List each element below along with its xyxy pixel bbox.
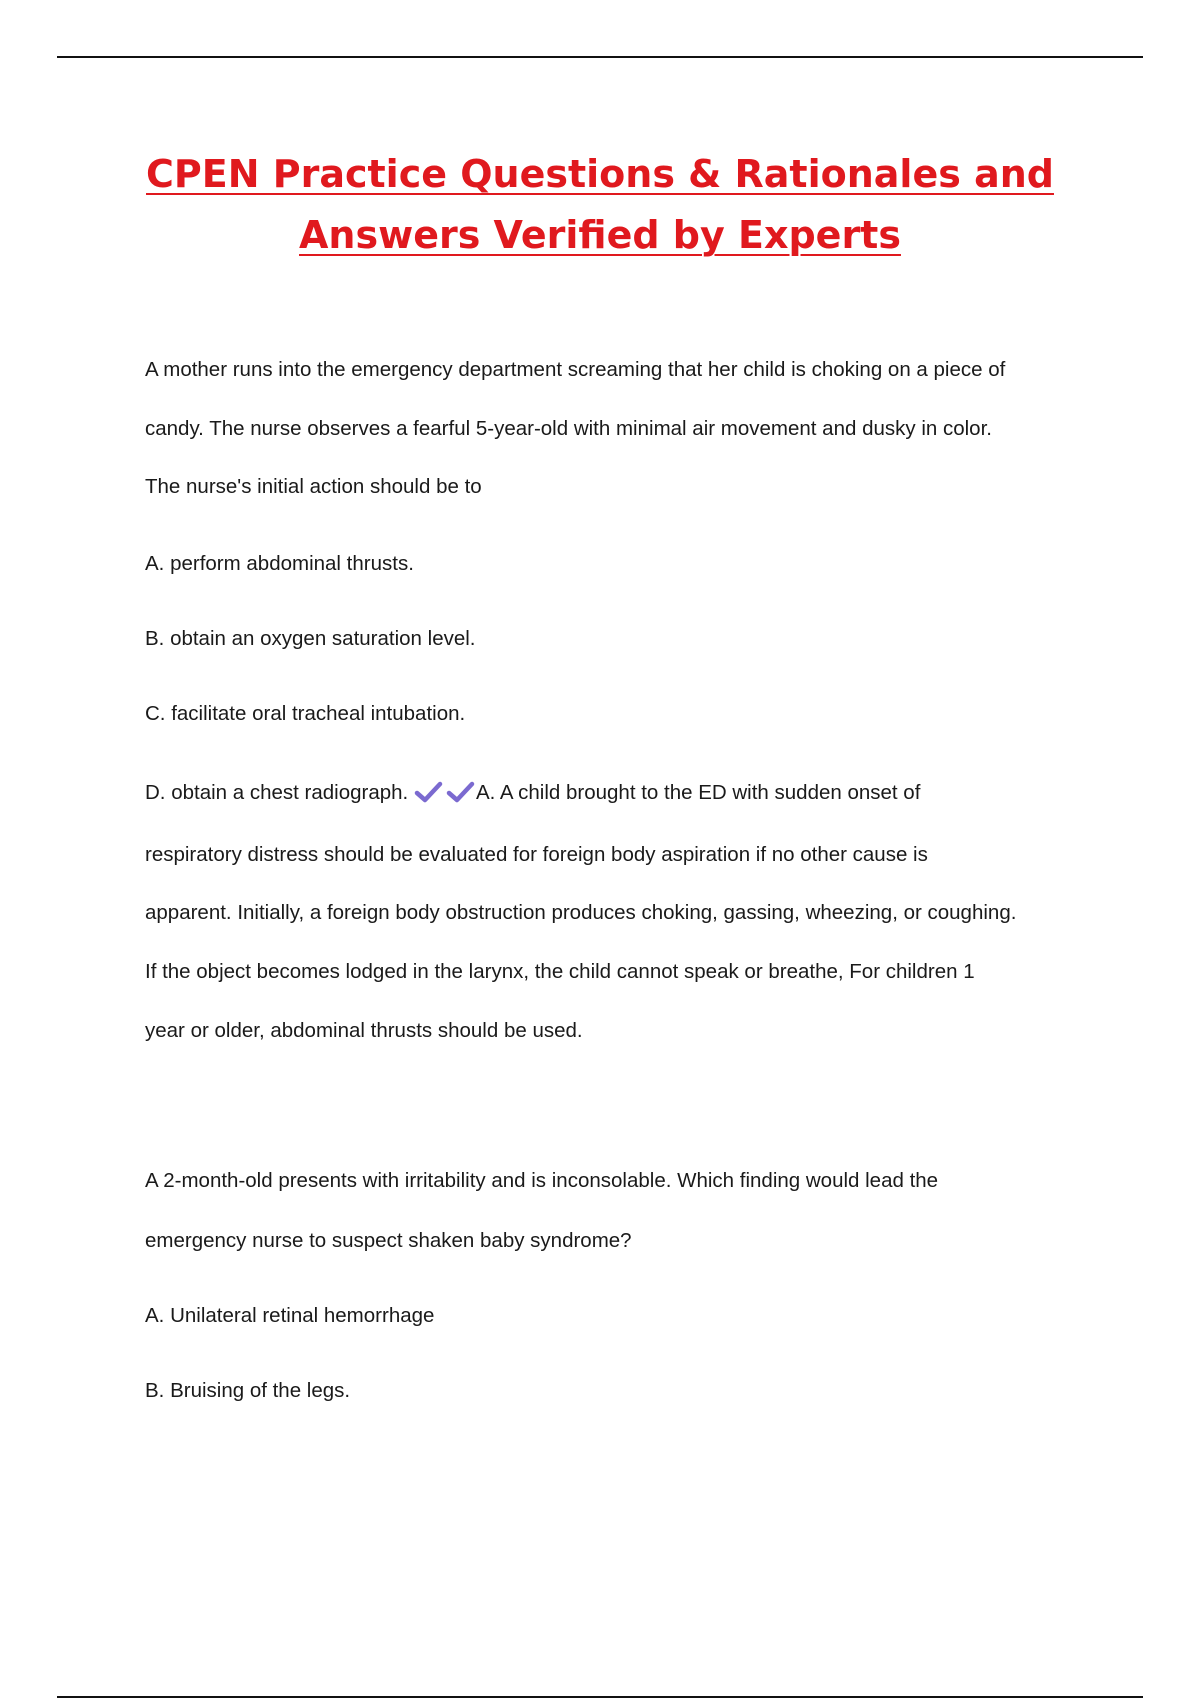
- question-1-answer-line-5: year or older, abdominal thrusts should be used.: [145, 1019, 583, 1042]
- question-1-stem-line-3: The nurse's initial action should be to: [145, 475, 482, 498]
- title-line-2: Answers Verified by Experts: [299, 213, 901, 257]
- question-1-option-d: D. obtain a chest radiograph.: [145, 781, 409, 804]
- check-icon: [414, 779, 476, 805]
- question-1-answer-line-2: respiratory distress should be evaluated for foreign body aspiration if no other cause is: [145, 843, 928, 866]
- question-1-answer-line-3: apparent. Initially, a foreign body obstruction produces choking, gassing, wheezing, or coughing.: [145, 901, 1017, 924]
- question-2-stem-line-1: A 2-month-old presents with irritability and is inconsolable. Which finding would lead the: [145, 1169, 939, 1192]
- question-1-answer-line-1: A. A child brought to the ED with sudden onset of: [475, 781, 921, 804]
- document-title: [0, 144, 1200, 266]
- question-2-option-b: B. Bruising of the legs.: [145, 1379, 351, 1402]
- question-1-stem-line-1: A mother runs into the emergency department screaming that her child is choking on a piece of: [145, 358, 1006, 381]
- question-1-option-a: A. perform abdominal thrusts.: [145, 552, 414, 575]
- question-1-option-d-with-answer: [145, 779, 920, 807]
- question-2-stem-line-2: emergency nurse to suspect shaken baby syndrome?: [145, 1229, 632, 1252]
- question-1-stem-line-2: candy. The nurse observes a fearful 5-year-old with minimal air movement and dusky in color.: [145, 417, 992, 440]
- question-1-option-b: B. obtain an oxygen saturation level.: [145, 627, 476, 650]
- title-line-1: CPEN Practice Questions & Rationales and: [146, 152, 1054, 196]
- question-2-option-a: A. Unilateral retinal hemorrhage: [145, 1304, 435, 1327]
- question-1-option-c: C. facilitate oral tracheal intubation.: [145, 702, 466, 725]
- top-rule: [57, 56, 1143, 58]
- bottom-rule: [57, 1696, 1143, 1698]
- question-1-answer-line-4: If the object becomes lodged in the larynx, the child cannot speak or breathe, For children 1: [145, 960, 975, 983]
